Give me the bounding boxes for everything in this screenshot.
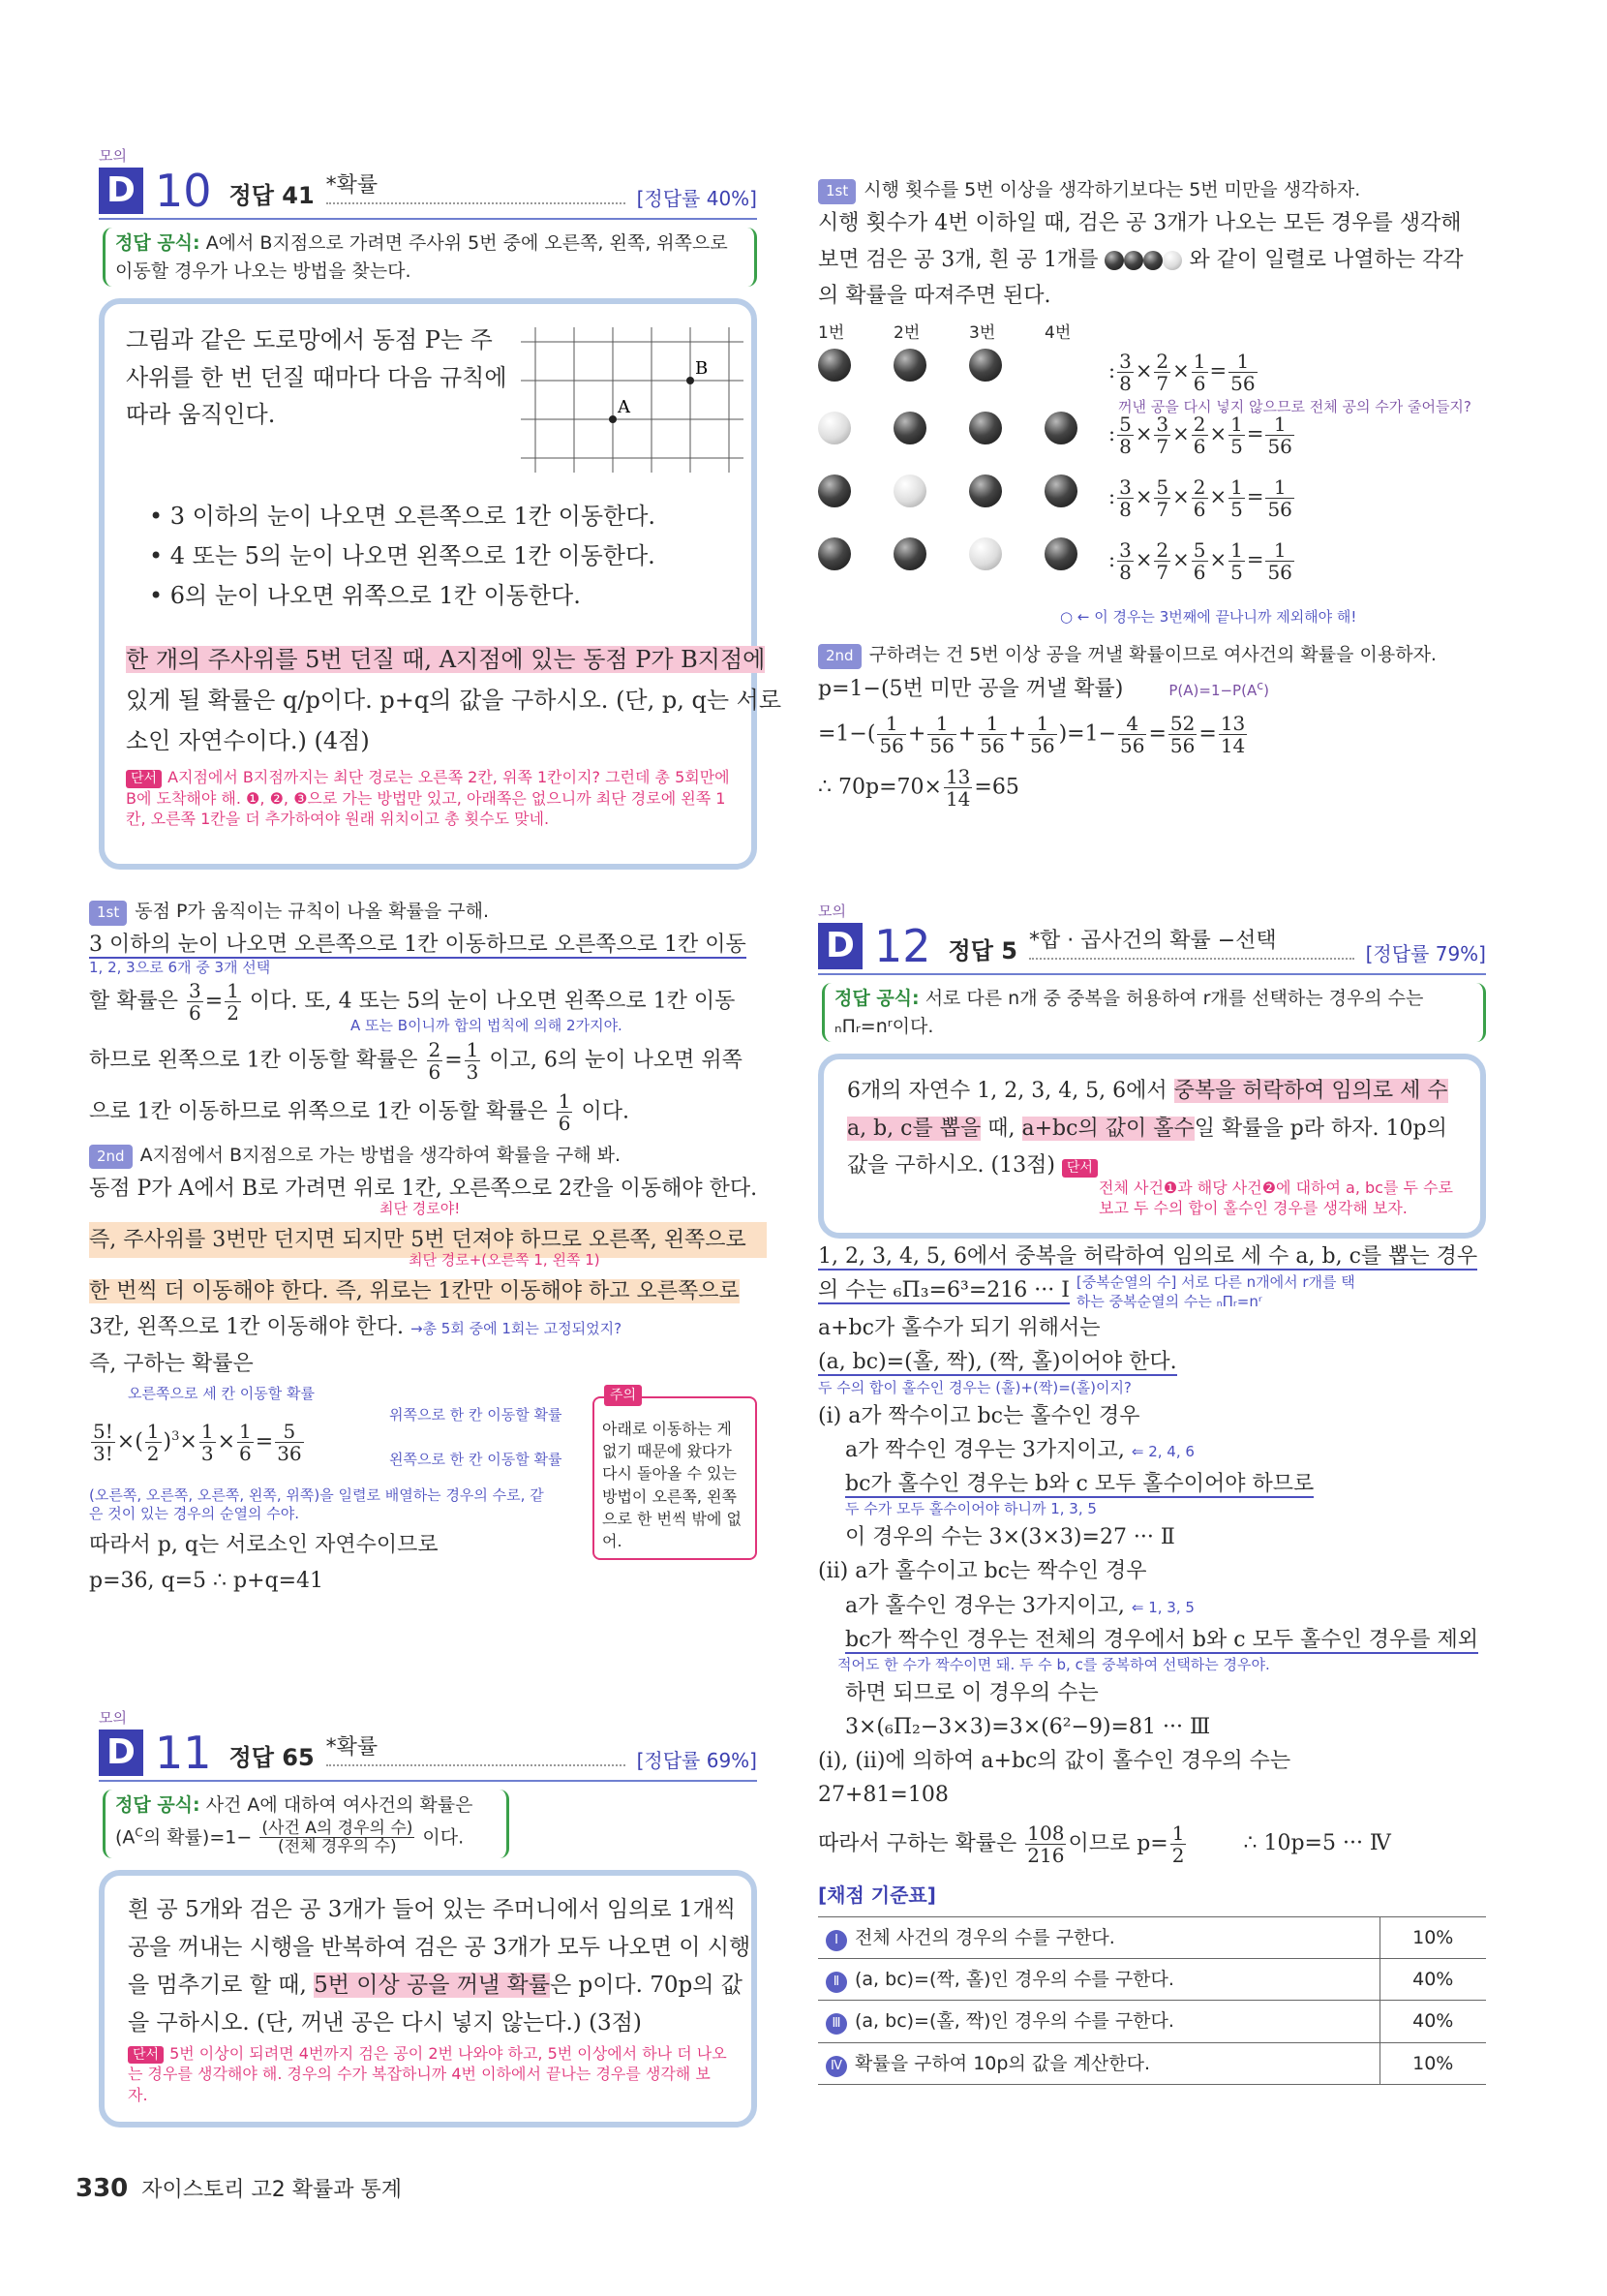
fraction: $\frac{5}{8}$ xyxy=(1119,413,1132,459)
highlighted-text: a+bc의 값이 홀수 xyxy=(1021,1116,1195,1141)
solution-line: 3칸, 왼쪽으로 1칸 이동해야 한다. xyxy=(89,1315,404,1340)
column-label: 1번 xyxy=(818,323,845,344)
question-box xyxy=(99,298,782,870)
criteria-text-cell xyxy=(818,2001,1380,2042)
question-line: 6개의 자연수 1, 2, 3, 4, 5, 6에서 xyxy=(847,1079,1167,1104)
question-box xyxy=(99,1870,757,2127)
fraction: $\frac{1}{3}$ xyxy=(466,1037,479,1084)
solution-line: 이다. xyxy=(581,1099,629,1124)
solution-line: 3×(₆Π₂−3×3)=3×(6²−9)=81 ··· Ⅲ xyxy=(845,1715,1211,1740)
fraction: $\frac{3}{7}$ xyxy=(1156,413,1169,459)
criteria-percent: 40% xyxy=(1380,2001,1486,2042)
step-2-tag: 2nd xyxy=(818,644,862,669)
step-1-title: 시행 횟수를 5번 이상을 생각하기보다는 5번 미만을 생각하자. xyxy=(864,179,1361,200)
solution-line: bc가 짝수인 경우는 전체의 경우에서 b와 c 모두 홀수인 경우를 제외 xyxy=(845,1627,1479,1652)
column-label: 2번 xyxy=(894,323,921,344)
accuracy-rate: [정답률 69%] xyxy=(636,1749,757,1773)
accuracy-rate: [정답률 40%] xyxy=(636,187,757,211)
criteria-percent: 10% xyxy=(1380,1916,1486,1958)
row-probability: : $\frac{3}{8}$ × $\frac{2}{7}$ × $\frac{5}{6}$ × $\frac{1}{5}$ = $\frac{1}{56}$ xyxy=(1108,538,1292,585)
hint xyxy=(128,2043,728,2106)
fraction: $\frac{1}{5}$ xyxy=(1230,413,1243,459)
fraction xyxy=(259,1820,414,1856)
problem-number: 12 xyxy=(874,920,931,973)
fraction: $\frac{1}{56}$ xyxy=(1267,538,1292,585)
criteria-row xyxy=(818,1959,1486,2001)
side-note: 두 수의 합이 홀수인 경우는 (홀)+(짝)=(홀)이지? xyxy=(818,1378,1132,1396)
numerator: (사건 A의 경우의 수) xyxy=(261,1818,413,1838)
solution-line: 하므로 왼쪽으로 1칸 이동할 확률은 xyxy=(89,1048,418,1073)
problem-12 xyxy=(818,901,1486,1239)
criteria-table xyxy=(818,1916,1486,2086)
solution-line: 3 이하의 눈이 나오면 오른쪽으로 1칸 이동하므로 오른쪽으로 1칸 이동 xyxy=(89,933,746,958)
side-note: A 또는 B이니까 합의 법칙에 의해 2가지야. xyxy=(350,1017,622,1035)
row-probability: : $\frac{3}{8}$ × $\frac{5}{7}$ × $\frac{2}{6}$ × $\frac{1}{5}$ = $\frac{1}{56}$ xyxy=(1108,475,1292,522)
point-b-label: B xyxy=(695,358,709,380)
formula-text: A에서 B지점으로 가려면 주사위 5번 중에 오른쪽, 왼쪽, 위쪽으로 이동할 경우가 나오는 방법을 찾는다. xyxy=(115,232,728,282)
question-line: 때, xyxy=(987,1116,1016,1141)
step-1-title: 동점 P가 움직이는 규칙이 나올 확률을 구해. xyxy=(135,901,490,922)
answer-label: 정답 41 xyxy=(228,182,315,210)
formula-tag: 정답 공식: xyxy=(115,232,200,255)
fraction: $\frac{5}{6}$ xyxy=(1193,538,1206,585)
fraction: $\frac{1}{6}$ xyxy=(558,1088,571,1135)
side-note: 두 수가 모두 홀수이어야 하니까 1, 3, 5 xyxy=(845,1500,1097,1518)
solution-line: 따라서 p, q는 서로소인 자연수이므로 xyxy=(89,1532,439,1557)
solution-line: 27+81=108 xyxy=(818,1783,949,1808)
highlighted-text: a, b, c를 뽑을 xyxy=(847,1116,982,1141)
rule-2: • 4 또는 5의 눈이 나오면 왼쪽으로 1칸 이동한다. xyxy=(149,542,655,570)
criteria-text: (a, bc)=(홀, 짝)인 경우의 수를 구한다. xyxy=(855,2010,1174,2033)
black-ball xyxy=(818,475,851,507)
criteria-percent: 40% xyxy=(1380,1959,1486,2001)
movement-rules xyxy=(149,497,730,615)
row-probability: : $\frac{5}{8}$ × $\frac{3}{7}$ × $\frac{2}{6}$ × $\frac{1}{5}$ = $\frac{1}{56}$ xyxy=(1108,413,1292,459)
black-ball xyxy=(894,537,926,570)
highlighted-text: 중복을 허락하여 임의로 세 수 xyxy=(1173,1079,1448,1104)
side-note: ⇐ 1, 3, 5 xyxy=(1131,1598,1195,1616)
fraction: $\frac{1}{5}$ xyxy=(1230,475,1243,522)
fraction: $\frac{1}{56}$ xyxy=(1267,413,1292,459)
page-footer xyxy=(76,2169,402,2208)
problem-header xyxy=(818,920,1486,975)
question-line-2: 있게 될 확률은 q/p이다. p+q의 값을 구하시오. (단, p, q는 서로 xyxy=(126,686,782,714)
solution-line: a+bc가 홀수가 되기 위해서는 xyxy=(818,1316,1101,1341)
step-1-tag: 1st xyxy=(89,901,127,926)
fraction: $\frac{2}{6}$ xyxy=(1193,413,1206,459)
hint-text: 5번 이상이 되려면 4번까지 검은 공이 2번 나와야 하고, 5번 이상에서 하나 더 나오는 경우를 생각해야 해. 경우의 수가 복잡하니까 4번 이하에서 끝나는 경우를 생각해 보자. xyxy=(128,2043,727,2104)
fraction: $\frac{2}{7}$ xyxy=(1156,350,1169,396)
solution-line: (a, bc)=(홀, 짝), (짝, 홀)이어야 한다. xyxy=(818,1350,1177,1375)
white-ball xyxy=(894,475,926,507)
black-ball xyxy=(969,349,1002,382)
column-label: 3번 xyxy=(969,323,996,344)
fraction: $\frac{2}{6}$ xyxy=(1193,475,1206,522)
criteria-text: 확률을 구하여 10p의 값을 계산한다. xyxy=(855,2052,1151,2074)
black-ball xyxy=(1045,537,1077,570)
side-note: [중복순열의 수] 서로 다른 n개에서 r개를 택하는 중복순열의 수는 ₙΠᵣ=nʳ xyxy=(1076,1273,1355,1310)
ball-row xyxy=(818,349,1256,396)
annotation-up: 위쪽으로 한 칸 이동할 확률 xyxy=(389,1405,562,1424)
hint xyxy=(126,767,730,830)
criteria-text-cell xyxy=(818,1916,1380,1958)
fraction: $\frac{108}{216}$ xyxy=(1027,1821,1065,1867)
question-line: 흰 공 5개와 검은 공 3개가 들어 있는 주머니에서 임의로 1개씩 xyxy=(128,1897,737,1923)
caution-tag: 주의 xyxy=(604,1385,642,1406)
problem-source-label: 모의 xyxy=(818,903,846,920)
solution-line: 할 확률은 xyxy=(89,989,179,1014)
row-note: 꺼낸 공을 다시 넣지 않으므로 전체 공의 수가 줄어들지? xyxy=(1118,398,1471,416)
solution-line: 이므로 p= xyxy=(1068,1831,1168,1856)
criteria-text: (a, bc)=(짝, 홀)인 경우의 수를 구한다. xyxy=(855,1969,1174,1991)
side-note-text: P(A)=1−P(A xyxy=(1168,681,1258,699)
difficulty-badge: D xyxy=(818,923,863,969)
step-2-title: 구하려는 건 5번 이상 공을 꺼낼 확률이므로 여사건의 확률을 이용하자. xyxy=(868,644,1437,666)
solution-11 xyxy=(818,174,1486,810)
criteria-title: [채점 기준표] xyxy=(818,1883,936,1907)
solution-line: 동점 P가 A에서 B로 가려면 위로 1칸, 오른쪽으로 2칸을 이동해야 한다. xyxy=(89,1176,758,1201)
problem-header xyxy=(99,1727,757,1782)
black-ball xyxy=(1105,251,1124,270)
hint-tag: 단서 xyxy=(126,770,162,788)
criteria-row xyxy=(818,2001,1486,2042)
solution-line: 이 경우의 수는 3×(3×3)=27 ··· Ⅱ xyxy=(845,1525,1175,1550)
question-line: 공을 꺼내는 시행을 반복하여 검은 공 3개가 모두 나오면 이 시행 xyxy=(128,1935,751,1961)
rule-1: • 3 이하의 눈이 나오면 오른쪽으로 1칸 이동한다. xyxy=(149,503,656,531)
solution-line: 한 번씩 더 이동해야 한다. 즉, 위로는 1칸만 이동해야 하고 오른쪽으로 xyxy=(89,1278,740,1303)
annotation-left: 왼쪽으로 한 칸 이동할 확률 xyxy=(389,1450,562,1468)
solution-line: 이다. 또, 4 또는 5의 눈이 나오면 왼쪽으로 1칸 이동 xyxy=(249,989,736,1014)
difficulty-badge: D xyxy=(99,168,143,214)
highlighted-text: 5번 이상 공을 꺼낼 확률 xyxy=(314,1973,550,1999)
ball-row xyxy=(818,537,1292,585)
point-a-label: A xyxy=(618,397,630,418)
criteria-text-cell xyxy=(818,1959,1380,2001)
problem-source-label: 모의 xyxy=(99,147,127,165)
solution-line: 1, 2, 3, 4, 5, 6에서 중복을 허락하여 임의로 세 수 a, b, c를 뽑는 경우 xyxy=(818,1244,1478,1269)
side-note: ⇐ 2, 4, 6 xyxy=(1131,1442,1195,1460)
solution-line: =1−( $\frac{1}{56}$ + $\frac{1}{56}$ + $\frac{1}{56}$ + $\frac{1}{56}$ )=1− $\frac{4}{56}$ = $\frac{52}{56}$ = $\frac{13}{14}$ xyxy=(818,712,1246,758)
problem-10 xyxy=(99,145,782,870)
answer-label: 정답 65 xyxy=(228,1744,315,1772)
criteria-text-cell xyxy=(818,2042,1380,2084)
question-line: 은 p이다. 70p의 값 xyxy=(549,1973,743,1999)
white-ball xyxy=(1163,251,1182,270)
criteria-mark: Ⅰ xyxy=(826,1930,847,1951)
formula-text: 의 확률)=1− xyxy=(142,1826,253,1849)
formula-text: 이다. xyxy=(422,1826,465,1849)
fraction: $\frac{1}{5}$ xyxy=(1230,538,1243,585)
problem-source-label: 모의 xyxy=(99,1709,127,1727)
final-answer: ∴ 10p=5 ··· Ⅳ xyxy=(1243,1831,1391,1856)
caution-text: 아래로 이동하는 게 없기 때문에 왔다가 다시 돌아올 수 있는 방법이 오른쪽, 왼쪽으로 한 번씩 밖에 없어. xyxy=(602,1420,742,1550)
fraction: $\frac{5}{7}$ xyxy=(1156,475,1169,522)
hint-text: 전체 사건❶과 해당 사건❷에 대하여 a, bc를 두 수로 보고 두 수의 합이 홀수인 경우를 생각해 보자. xyxy=(1099,1178,1453,1218)
solution-line: p=1−(5번 미만 공을 꺼낼 확률) xyxy=(818,676,1124,701)
page-number: 330 xyxy=(76,2174,129,2203)
road-grid-diagram xyxy=(521,327,743,473)
step-1-tag: 1st xyxy=(818,179,856,204)
question-line-3: 소인 자연수이다.) (4점) xyxy=(126,726,370,754)
formula-tag: 정답 공식: xyxy=(834,988,920,1010)
black-ball xyxy=(1045,412,1077,444)
formula-text: (A xyxy=(115,1826,136,1849)
solution-line: 으로 1칸 이동하므로 위쪽으로 1칸 이동할 확률은 xyxy=(89,1099,548,1124)
solution-line: (ⅱ) a가 홀수이고 bc는 짝수인 경우 xyxy=(818,1559,1147,1584)
solution-line: (ⅰ) a가 짝수이고 bc는 홀수인 경우 xyxy=(818,1403,1140,1428)
book-title: 자이스토리 고2 확률과 통계 xyxy=(141,2178,403,2202)
answer-formula xyxy=(103,228,757,287)
formula-text: 사건 A에 대하여 여사건의 확률은 xyxy=(205,1794,473,1817)
problem-number: 10 xyxy=(155,165,212,218)
caution-box xyxy=(592,1388,757,1560)
black-ball xyxy=(1045,475,1077,507)
final-answer: p=36, q=5 ∴ p+q=41 xyxy=(89,1569,324,1594)
black-ball xyxy=(894,349,926,382)
black-ball xyxy=(969,475,1002,507)
solution-line: 따라서 구하는 확률은 xyxy=(818,1831,1017,1856)
criteria-mark: Ⅱ xyxy=(826,1972,847,1993)
solution-line: 의 확률을 따져주면 된다. xyxy=(818,284,1051,309)
black-ball xyxy=(1124,251,1143,270)
fraction: $\frac{3}{6}$ xyxy=(189,979,201,1026)
rule-3: • 6의 눈이 나오면 위쪽으로 1칸 이동한다. xyxy=(149,582,581,610)
solution-line: 시행 횟수가 4번 이하일 때, 검은 공 3개가 나오는 모든 경우를 생각해 xyxy=(818,211,1462,236)
side-note: →총 5회 중에 1회는 고정되었지? xyxy=(409,1320,622,1338)
solution-line: 하면 되므로 이 경우의 수는 xyxy=(845,1680,1099,1705)
ball-row xyxy=(818,475,1292,522)
hint xyxy=(1062,1157,1104,1176)
fraction: $\frac{3}{8}$ xyxy=(1119,350,1132,396)
solution-line: 의 수는 ₆Π₃=6³=216 ··· Ⅰ xyxy=(818,1278,1070,1303)
formula-tag: 정답 공식: xyxy=(115,1794,200,1817)
fraction: $\frac{1}{2}$ xyxy=(227,979,239,1026)
solution-line: (ⅰ), (ⅱ)에 의하여 a+bc의 값이 홀수인 경우의 수는 xyxy=(818,1749,1291,1774)
side-note: 1, 2, 3으로 6개 중 3개 선택 xyxy=(89,958,271,976)
criteria-text: 전체 사건의 경우의 수를 구한다. xyxy=(855,1926,1115,1948)
black-ball xyxy=(969,412,1002,444)
ball-table-header xyxy=(818,320,1081,348)
question-line: 일 확률을 p라 하자. 10p의 xyxy=(1194,1116,1447,1141)
black-ball xyxy=(894,412,926,444)
topic-label: *확률 xyxy=(326,169,625,204)
fraction: $\frac{1}{6}$ xyxy=(1193,350,1206,396)
step-2-tag: 2nd xyxy=(89,1145,133,1170)
step-2-title: A지점에서 B지점으로 가는 방법을 생각하여 확률을 구해 봐. xyxy=(139,1144,622,1166)
answer-formula: 정답 공식: 사건 A에 대하여 여사건의 확률은 ($A^C$의 확률)=1− $\frac{\text{(사건 A의 경우의 수)}}{\text{(전체 경우의 수)}}$ 이다. xyxy=(103,1790,509,1858)
final-answer: ∴ 70p=70× $\frac{13}{14}$ =65 xyxy=(818,765,1019,811)
answer-formula xyxy=(822,983,1486,1042)
criteria-mark: Ⅲ xyxy=(826,2013,847,2035)
question-line: 을 구하시오. (단, 꺼낸 공은 다시 넣지 않는다.) (3점) xyxy=(128,2010,642,2036)
accuracy-rate: [정답률 79%] xyxy=(1365,942,1486,966)
topic-label: *합 · 곱사건의 확률 −선택 xyxy=(1029,925,1354,960)
ball-row xyxy=(818,412,1292,459)
expression: $\frac{5!}{3!}$ ×( $\frac{1}{2}$ )$^3$× $\frac{1}{3}$ × $\frac{1}{6}$ = $\frac{5}{36}$ xyxy=(93,1419,302,1465)
fraction: $\frac{3}{8}$ xyxy=(1119,538,1132,585)
column-label: 4번 xyxy=(1045,323,1072,344)
side-note: 최단 경로야! xyxy=(379,1200,461,1218)
solution-12 xyxy=(818,1240,1486,2085)
fraction: $\frac{1}{2}$ xyxy=(1171,1821,1185,1867)
white-ball xyxy=(969,537,1002,570)
denominator: (전체 경우의 수) xyxy=(278,1837,397,1857)
fraction: $\frac{1}{56}$ xyxy=(1230,350,1256,396)
black-ball xyxy=(818,537,851,570)
solution-line: 보면 검은 공 3개, 흰 공 1개를 xyxy=(818,247,1099,272)
side-note: 두 수 b, c를 중복하여 선택하는 경우야. xyxy=(1019,1655,1270,1673)
criteria-percent: 10% xyxy=(1380,2042,1486,2084)
hint-tag: 단서 xyxy=(1062,1159,1098,1178)
annotation-right: 오른쪽으로 세 칸 이동할 확률 xyxy=(128,1384,315,1402)
question-box xyxy=(818,1054,1486,1239)
hint-text: A지점에서 B지점까지는 최단 경로는 오른쪽 2칸, 위쪽 1칸이지? 그런데 총 5회만에 B에 도착해야 해. ❶, ❷, ❸으로 가는 방법만 있고, 아래쪽은 없으니까 최단 경로에 왼쪽 1칸, 오른쪽 1칸을 더 추가하여야 원래 위치이고 총 횟수도 맞네. xyxy=(126,767,730,829)
solution-line: 즉, 주사위를 3번만 던지면 되지만 5번 던져야 하므로 오른쪽, 왼쪽으로 xyxy=(89,1222,767,1258)
problem-11 xyxy=(99,1707,757,2128)
fraction: $\frac{1}{56}$ xyxy=(1267,475,1292,522)
solution-line: 이고, 6의 눈이 나오면 위쪽 xyxy=(489,1048,743,1073)
question-intro: 그림과 같은 도로망에서 동점 P는 주사위를 한 번 던질 때마다 다음 규칙에 따라 움직인다. xyxy=(126,326,507,429)
side-note: 적어도 한 수가 짝수이면 돼. xyxy=(837,1655,1016,1673)
formula-text: 서로 다른 n개 중 중복을 허용하여 r개를 선택하는 경우의 수는 ₙΠᵣ=nʳ이다. xyxy=(834,988,1424,1037)
criteria-mark: Ⅳ xyxy=(826,2056,847,2077)
question-line: 을 멈추기로 할 때, xyxy=(128,1973,307,1999)
solution-line: bc가 홀수인 경우는 b와 c 모두 홀수이어야 하므로 xyxy=(845,1471,1315,1496)
fraction: $\frac{2}{6}$ xyxy=(428,1037,441,1084)
annotation-permutation: (오른쪽, 오른쪽, 오른쪽, 왼쪽, 위쪽)을 일렬로 배열하는 경우의 수로, 같은 것이 있는 경우의 순열의 수야. xyxy=(89,1485,544,1523)
hint-tag: 단서 xyxy=(128,2046,164,2065)
row-note: ○ ← 이 경우는 3번째에 끝나니까 제외해야 해! xyxy=(1060,608,1357,627)
row-probability: : $\frac{3}{8}$ × $\frac{2}{7}$ × $\frac{1}{6}$ = $\frac{1}{56}$ xyxy=(1108,350,1256,396)
problem-header xyxy=(99,165,757,220)
solution-10: 1st 동점 P가 움직이는 규칙이 나올 확률을 구해. 3 이하의 눈이 나오면 오른쪽으로 1칸 이동하므로 오른쪽으로 1칸 이동 1, 2, 3으로 6개 중 3개 선택 할 확률은 $\frac{3}{6}$ = $\frac{1}{2}$ 이다. 또, 4 또는 5의 눈이 나오면 왼쪽으로 1칸 이동 A 또는 B이니까 합의 법칙에 의해 2가지야. 하므로 왼쪽으로 1칸 이동할 확률은 $\frac{2}{6}$ = $\frac{1}{3}$ 이고, 6의 눈이 나오면 위쪽 으로 1칸 이동하므로 위쪽으로 1칸 이동할 확률은 $\frac{1}{6}$ 이다. 2nd A지점에서 B지점으로 가는 방법을 생각하여 확률을 구해 봐. 동점 P가 A에서 B로 가려면 위로 1칸, 오른쪽으로 2칸을 이동해야 한다. 최단 경로야! 즉, 주사위를 3번만 던지면 되지만 5번 던져야 하므로 오른쪽, 왼쪽으로 최단 경로+(오른쪽 1, 왼쪽 1) 한 번씩 더 이동해야 한다. 즉, 위로는 1칸만 이동해야 하고 오른쪽으로 3칸, 왼쪽으로 1칸 이동해야 한다. →총 5회 중에 1회는 고정되었지? 즉, 구하는 확률은 오른쪽으로 세 칸 이동할 확률 위쪽으로 한 칸 이동할 확률 왼쪽으로 한 칸 이동할 확률 $\frac{5!}{3!}$ ×( $\frac{1}{2}$ )$^3$× $\frac{1}{3}$ × $\frac{1}{6}$ = $\frac{5}{36}$ (오른쪽, 오른쪽, 오른쪽, 왼쪽, 위쪽)을 일렬로 배열하는 경우의 수로, 같은 것이 있는 경우의 순열의 수야. 따라서 p, q는 서로소인 자연수이므로 p=36, q=5 ∴ p+q=41 xyxy=(89,896,767,1600)
black-ball xyxy=(1143,251,1163,270)
solution-line: a가 홀수인 경우는 3가지이고, xyxy=(845,1593,1125,1618)
question-main xyxy=(126,639,782,761)
side-note: 최단 경로+(오른쪽 1, 왼쪽 1) xyxy=(409,1251,600,1270)
side-note: $P(A)=1-P(A^c)$ xyxy=(1168,677,1269,699)
topic-label: *확률 xyxy=(326,1731,625,1766)
problem-number: 11 xyxy=(155,1727,212,1780)
criteria-row xyxy=(818,2042,1486,2084)
solution-line: 와 같이 일렬로 나열하는 각각 xyxy=(1189,247,1464,272)
question-line-1: 한 개의 주사위를 5번 던질 때, A지점에 있는 동점 P가 B지점에 xyxy=(126,645,766,673)
criteria-row xyxy=(818,1916,1486,1958)
ball-table xyxy=(818,320,1486,629)
fraction: $\frac{2}{7}$ xyxy=(1156,538,1169,585)
white-ball xyxy=(818,412,851,444)
solution-line: a가 짝수인 경우는 3가지이고, xyxy=(845,1437,1125,1462)
fraction: $\frac{3}{8}$ xyxy=(1119,475,1132,522)
difficulty-badge: D xyxy=(99,1730,143,1776)
question-line: 값을 구하시오. (13점) xyxy=(847,1153,1055,1179)
black-ball xyxy=(818,349,851,382)
solution-line: 즉, 구하는 확률은 xyxy=(89,1351,254,1376)
answer-label: 정답 5 xyxy=(948,937,1017,965)
